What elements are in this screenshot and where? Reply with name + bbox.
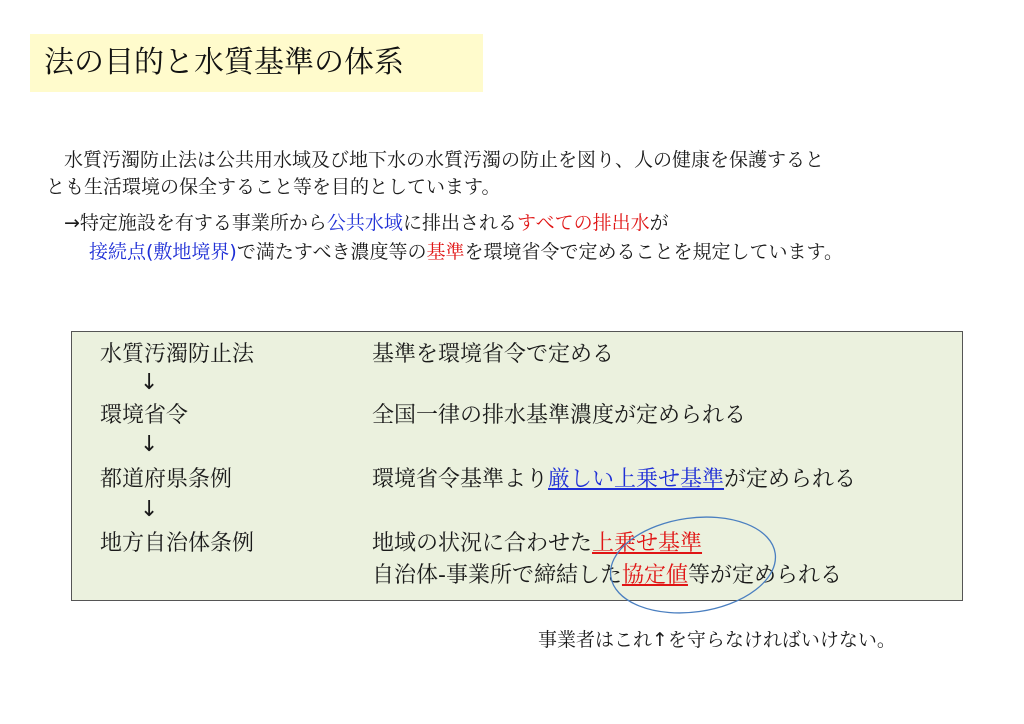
intro-text: →特定施設を有する事業所から — [64, 212, 327, 234]
law-label: 環境省令 — [100, 403, 189, 428]
intro-line-4 — [89, 238, 843, 266]
highlight-connection-point: 接続点(敷地境界) — [89, 241, 237, 263]
intro-text: を環境省令で定めることを規定しています。 — [464, 241, 843, 263]
highlight-additional-standard: 上乗せ基準 — [592, 531, 703, 556]
standards-hierarchy-box — [71, 331, 963, 601]
description-text: 地域の状況に合わせた — [372, 531, 593, 556]
intro-line-1 — [64, 146, 824, 174]
intro-text: とも生活環境の保全すること等を目的としています。 — [46, 176, 501, 198]
law-label: 水質汚濁防止法 — [100, 342, 255, 367]
law-label: 地方自治体条例 — [100, 531, 255, 556]
highlight-standard: 基準 — [426, 241, 465, 263]
description-text: が定められる — [724, 467, 857, 492]
highlight-stricter-standard: 厳しい上乗せ基準 — [548, 467, 725, 492]
highlight-agreement-value: 協定値 — [621, 563, 688, 588]
highlight-all-effluent: すべての排出水 — [516, 212, 650, 234]
title-box — [30, 34, 483, 92]
down-arrow-icon: ↓ — [140, 497, 159, 522]
footer-note: 事業者はこれ↑を守らなければいけない。 — [538, 629, 896, 651]
intro-line-2 — [46, 173, 500, 201]
law-description: 基準を環境省令で定める — [372, 342, 615, 367]
description-text: 等が定められる — [687, 563, 842, 588]
law-description — [372, 529, 702, 559]
law-label: 都道府県条例 — [100, 467, 233, 492]
down-arrow-icon: ↓ — [140, 432, 159, 457]
intro-text: が — [649, 212, 669, 234]
intro-text: で満たすべき濃度等の — [236, 241, 427, 263]
down-arrow-icon: ↓ — [140, 370, 159, 395]
highlight-public-water: 公共水域 — [326, 212, 403, 234]
law-description-2 — [372, 561, 842, 591]
description-text: 自治体-事業所で締結した — [372, 563, 622, 588]
page-title: 法の目的と水質基準の体系 — [44, 45, 404, 80]
intro-text: に排出される — [402, 212, 517, 234]
law-description: 全国一律の排水基準濃度が定められる — [372, 403, 747, 428]
intro-line-3 — [64, 209, 669, 237]
description-text: 環境省令基準より — [372, 467, 549, 492]
intro-text: 水質汚濁防止法は公共用水域及び地下水の水質汚濁の防止を図り、人の健康を保護すると — [64, 149, 825, 171]
law-description — [372, 465, 856, 495]
